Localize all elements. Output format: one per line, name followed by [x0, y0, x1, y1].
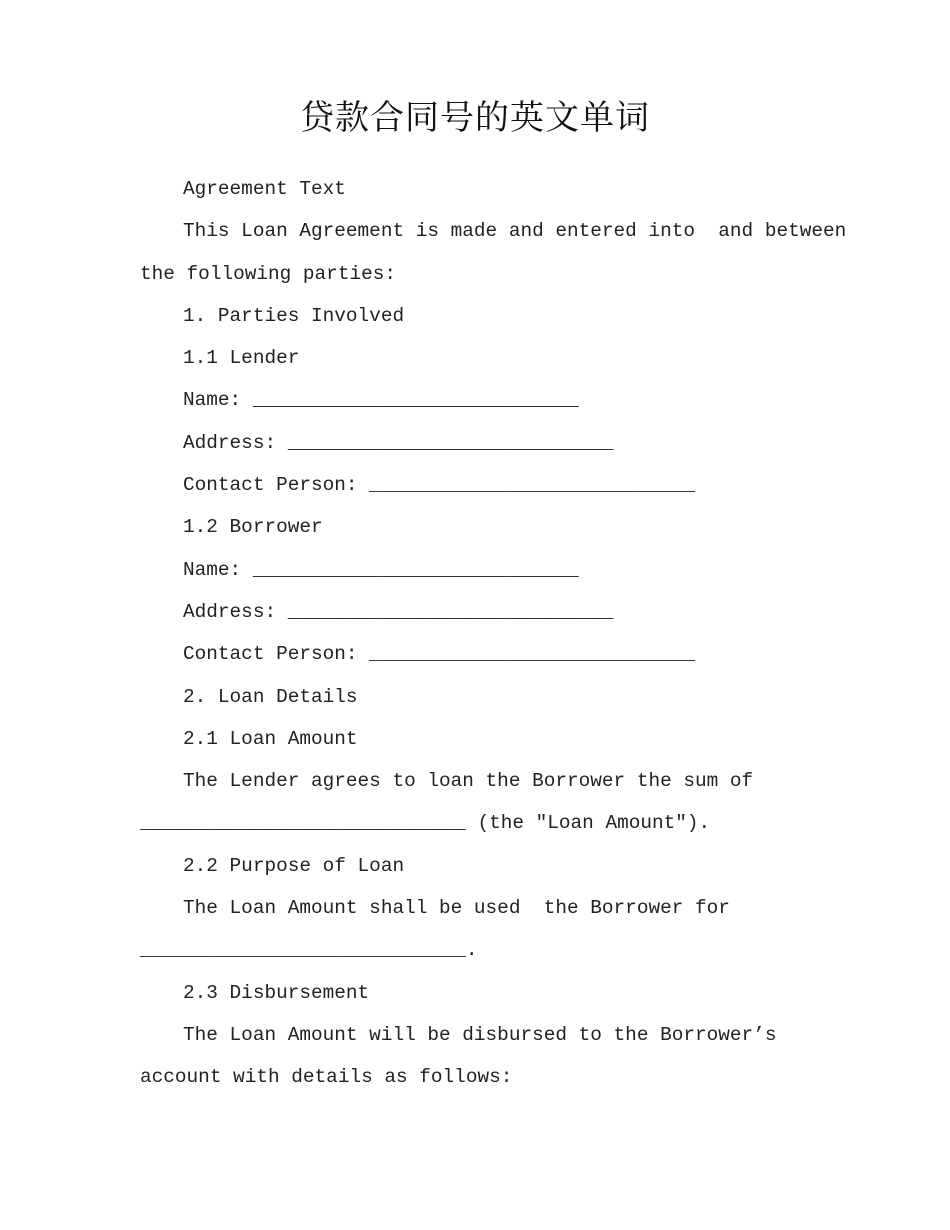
paragraph-purpose-line-2: ____________________________.: [140, 939, 478, 962]
borrower-address-field: Address: ____________________________: [183, 600, 614, 623]
paragraph-intro-line-2: the following parties:: [140, 262, 396, 285]
borrower-name-field: Name: ____________________________: [183, 558, 579, 581]
paragraph-loan-amount-line-1: The Lender agrees to loan the Borrower the sum of: [183, 770, 754, 793]
subsection-heading-purpose: 2.2 Purpose of Loan: [183, 854, 405, 877]
paragraph-loan-amount-line-2: ____________________________ (the "Loan Amount").: [140, 812, 711, 835]
lender-contact-person-field: Contact Person: ____________________________: [183, 474, 695, 497]
borrower-contact-person-field: Contact Person: ____________________________: [183, 643, 695, 666]
paragraph-purpose-line-1: The Loan Amount shall be used the Borrower for: [183, 897, 730, 920]
lender-name-field: Name: ____________________________: [183, 389, 579, 412]
subsection-heading-disbursement: 2.3 Disbursement: [183, 981, 370, 1004]
section-heading-loan-details: 2. Loan Details: [183, 685, 358, 708]
document-body: [140, 168, 847, 1099]
paragraph-intro-line-1: This Loan Agreement is made and entered into and between: [183, 220, 847, 243]
section-heading-parties-involved: 1. Parties Involved: [183, 304, 405, 327]
subsection-heading-lender: 1.1 Lender: [183, 347, 300, 370]
subsection-heading-loan-amount: 2.1 Loan Amount: [183, 727, 358, 750]
section-heading-agreement-text: Agreement Text: [183, 178, 346, 200]
document-title: 贷款合同号的英文单词: [300, 98, 650, 138]
paragraph-disbursement-line-1: The Loan Amount will be disbursed to the Borrower’s: [183, 1023, 777, 1046]
paragraph-disbursement-line-2: account with details as follows:: [140, 1066, 513, 1089]
lender-address-field: Address: ____________________________: [183, 431, 614, 454]
subsection-heading-borrower: 1.2 Borrower: [183, 516, 323, 539]
